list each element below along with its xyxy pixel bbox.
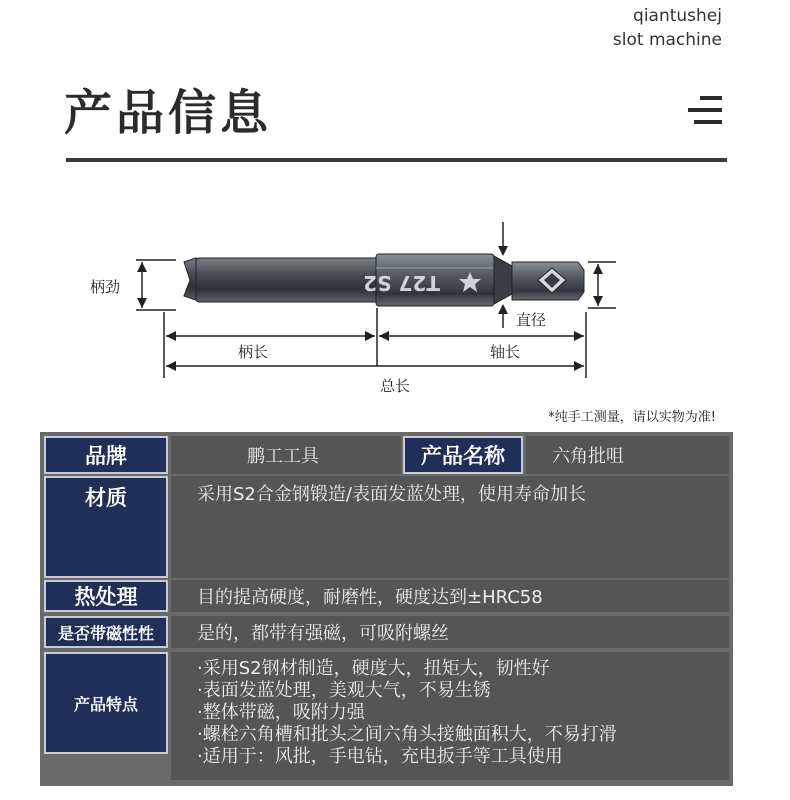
brand-line-2: slot machine <box>612 30 722 50</box>
label-magnetic: 是否带磁性性 <box>44 616 168 648</box>
brand-line-1: qiantushej <box>633 6 722 26</box>
bit-dimension-diagram <box>0 200 790 410</box>
label-shank-width: 柄劲 <box>90 278 121 296</box>
label-material: 材质 <box>44 476 168 578</box>
label-brand: 品牌 <box>44 436 168 474</box>
label-shank-length: 柄长 <box>238 343 269 361</box>
feature-item: ·螺栓六角槽和批头之间六角头接触面积大，不易打滑 <box>197 724 617 745</box>
value-material: 采用S2合金钢锻造/表面发蓝处理，使用寿命加长 <box>171 476 729 578</box>
value-heat-treatment: 目的提高硬度，耐磨性，硬度达到±HRC58 <box>171 580 729 612</box>
feature-item: ·适用于：风批，手电钻，充电扳手等工具使用 <box>197 746 563 767</box>
label-heat-treatment: 热处理 <box>44 580 168 612</box>
label-product-name: 产品名称 <box>403 436 523 474</box>
title-divider <box>66 158 727 162</box>
label-features: 产品特点 <box>44 652 168 754</box>
label-diameter: 直径 <box>516 311 547 329</box>
feature-item: ·整体带磁，吸附力强 <box>197 702 365 723</box>
menu-icon[interactable] <box>688 96 722 126</box>
page-title: 产品信息 <box>64 85 273 141</box>
product-info-table <box>40 432 733 786</box>
value-magnetic: 是的，都带有强磁，可吸附螺丝 <box>171 616 729 648</box>
value-product-name: 六角批咀 <box>526 436 729 474</box>
label-shaft-length: 轴长 <box>490 343 521 361</box>
brand-text <box>613 4 722 52</box>
feature-item: ·表面发蓝处理，美观大气，不易生锈 <box>197 680 491 701</box>
bit-shank <box>196 258 380 302</box>
value-features <box>171 652 729 780</box>
feature-item: ·采用S2钢材制造，硬度大，扭矩大，韧性好 <box>197 658 550 679</box>
measurement-note: *纯手工测量，请以实物为准! <box>548 410 716 425</box>
bit-drawing <box>0 200 790 410</box>
bit-marking: T27 S2 <box>363 271 440 295</box>
value-brand: 鹏工工具 <box>171 436 401 474</box>
label-total-length: 总长 <box>380 377 411 395</box>
